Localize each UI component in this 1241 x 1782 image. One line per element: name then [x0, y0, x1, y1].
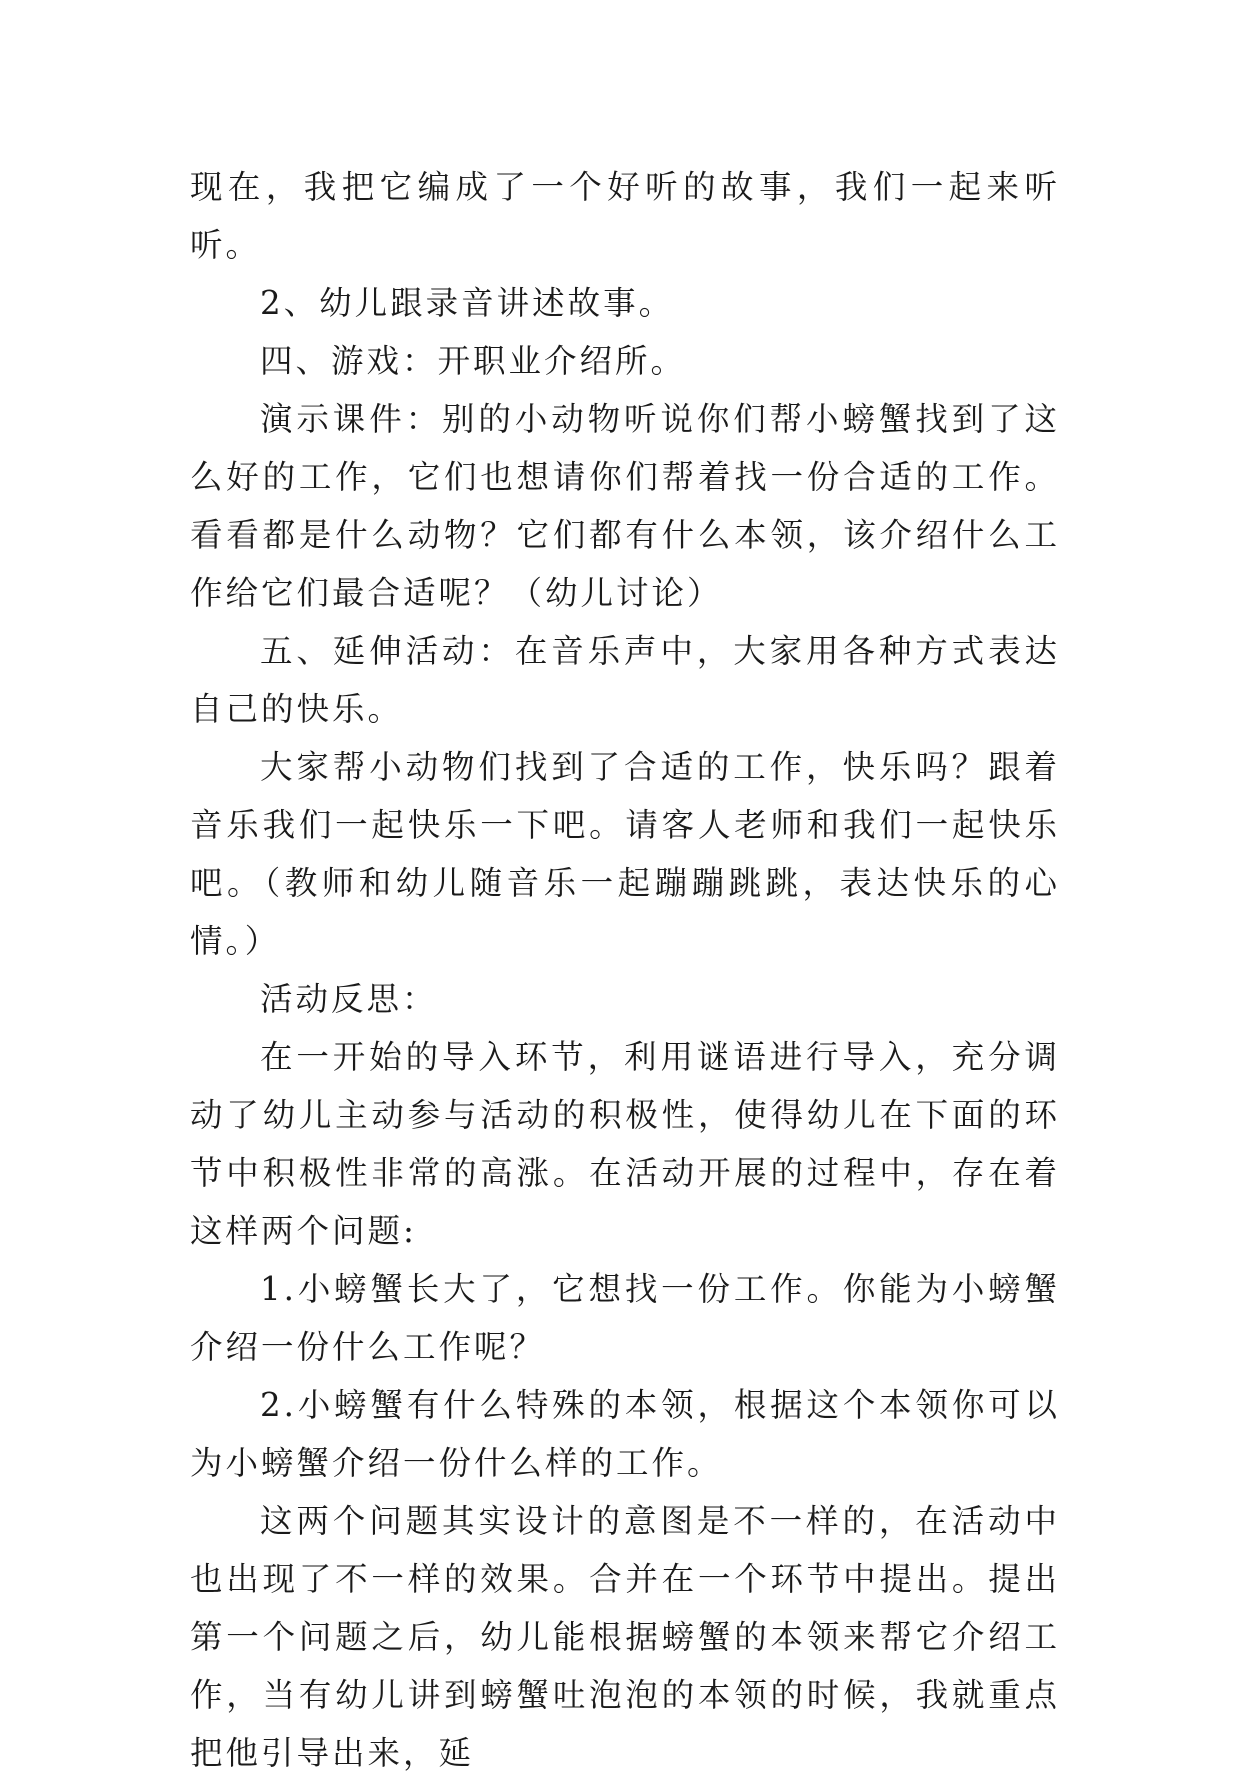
section-heading: 活动反思：	[260, 980, 438, 1018]
list-item: 2.小螃蟹有什么特殊的本领，根据这个本领你可以为小螃蟹介绍一份什么样的工作。	[190, 1386, 1060, 1482]
document-body	[190, 158, 1060, 1782]
paragraph: 现在，我把它编成了一个好听的故事，我们一起来听听。	[190, 168, 1060, 264]
list-item: 1.小螃蟹长大了，它想找一份工作。你能为小螃蟹介绍一份什么工作呢？	[190, 1270, 1060, 1366]
paragraph: 2、幼儿跟录音讲述故事。	[260, 284, 675, 322]
section-heading: 四、游戏：开职业介绍所。	[260, 342, 687, 380]
section-heading: 五、延伸活动：在音乐声中，大家用各种方式表达自己的快乐。	[190, 632, 1060, 728]
paragraph: 演示课件：别的小动物听说你们帮小螃蟹找到了这么好的工作，它们也想请你们帮着找一份合适的工作。看看都是什么动物？它们都有什么本领，该介绍什么工作给它们最合适呢？（幼儿讨论）	[190, 400, 1060, 612]
paragraph: 大家帮小动物们找到了合适的工作，快乐吗？跟着音乐我们一起快乐一下吧。请客人老师和我们一起快乐吧。（教师和幼儿随音乐一起蹦蹦跳跳，表达快乐的心情。）	[190, 748, 1060, 960]
paragraph: 这两个问题其实设计的意图是不一样的，在活动中也出现了不一样的效果。合并在一个环节中提出。提出第一个问题之后，幼儿能根据螃蟹的本领来帮它介绍工作，当有幼儿讲到螃蟹吐泡泡的本领的时候，我就重点把他引导出来，延	[190, 1502, 1060, 1772]
paragraph: 在一开始的导入环节，利用谜语进行导入，充分调动了幼儿主动参与活动的积极性，使得幼儿在下面的环节中积极性非常的高涨。在活动开展的过程中，存在着这样两个问题:	[190, 1038, 1060, 1250]
